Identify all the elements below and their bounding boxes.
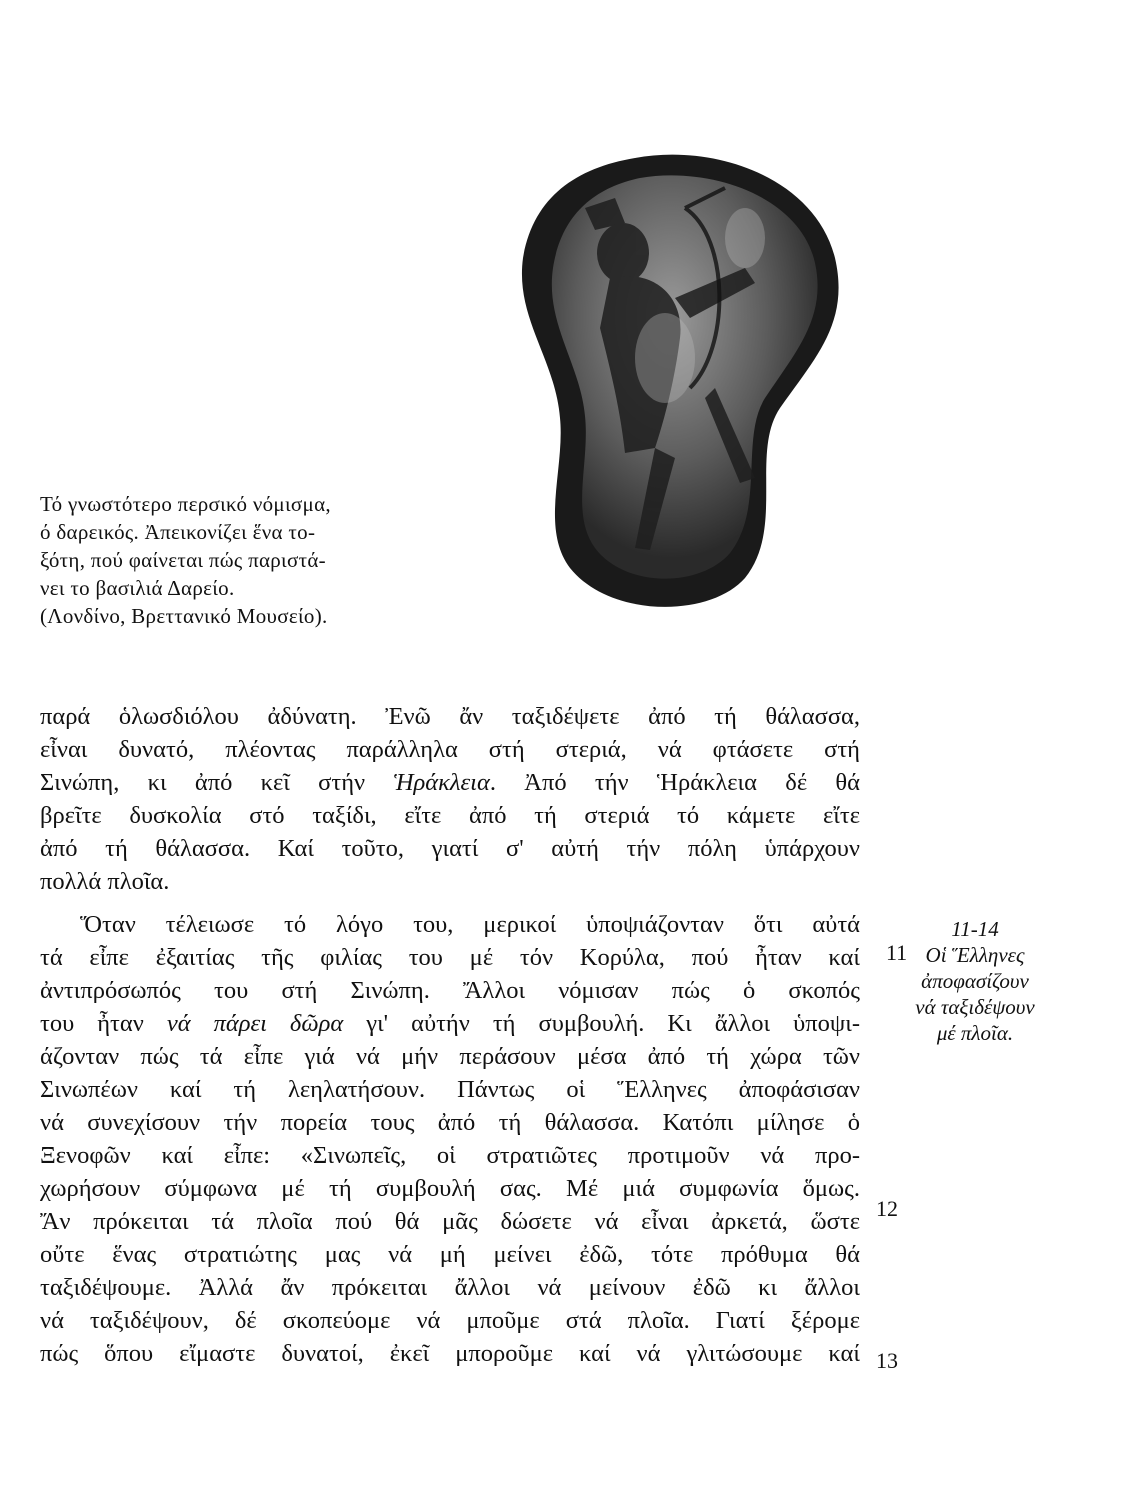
caption-line: ξότη, πού φαίνεται πώς παριστά- — [40, 548, 326, 572]
text-line: βρεῖτε δυσκολία στό ταξίδι, εἴτε ἀπό τή στεριά τό κάμετε εἴτε — [40, 802, 860, 829]
side-note-line: ἀποφασίζουν — [921, 969, 1029, 993]
text-line: ταξιδέψουμε. Ἀλλά ἄν πρόκειται ἄλλοι νά μείνουν ἐδῶ κι ἄλλοι — [40, 1274, 860, 1301]
text-line: Ἄν πρόκειται τά πλοῖα πού θά μᾶς δώσετε νά εἶναι ἀρκετά, ὥστε — [40, 1208, 860, 1235]
caption-line: (Λονδίνο, Βρεττανικό Μουσείο). — [40, 604, 328, 628]
text-line: νά ταξιδέψουν, δέ σκοπεύομε νά μποῦμε στά πλοῖα. Γιατί ξέρομε — [40, 1307, 860, 1334]
place-name-heraclea: Ἡράκλεια — [393, 769, 490, 796]
section-number-11: 11 — [886, 940, 908, 965]
text-line: άζονταν πώς τά εἶπε γιά νά μήν περάσουν μέσα ἀπό τή χώρα τῶν — [40, 1043, 860, 1070]
text-line: Ὅταν τέλειωσε τό λόγο του, μερικοί ὑποψιάζονταν ὅτι αὐτά — [80, 911, 860, 938]
image-caption — [40, 490, 460, 630]
section-number-13: 13 — [876, 1348, 898, 1373]
text-line: Ξενοφῶν καί εἶπε: «Σινωπεῖς, οἱ στρατιῶτες προτιμοῦν νά προ- — [40, 1142, 860, 1169]
paragraph-1 — [40, 700, 860, 898]
caption-line: Τό γνωστότερο περσικό νόμισμα, — [40, 492, 331, 516]
side-note-line: μέ πλοῖα. — [936, 1021, 1014, 1045]
section-number-12: 12 — [876, 1196, 898, 1221]
side-note — [900, 916, 1050, 1046]
text-line — [40, 1007, 860, 1040]
text-line: τά εἶπε ἐξαιτίας τῆς φιλίας του μέ τόν Κορύλα, πού ἦταν καί — [40, 944, 860, 971]
text-line: νά συνεχίσουν τήν πορεία τους ἀπό τή θάλασσα. Κατόπι μίλησε ὁ — [40, 1109, 860, 1136]
text-line — [40, 766, 860, 799]
italic-phrase: νά πάρει δῶρα — [166, 1010, 344, 1037]
text-line: οὔτε ἕνας στρατιώτης μας νά μή μείνει ἐδῶ, τότε πρόθυμα θά — [40, 1241, 860, 1268]
caption-line: ό δαρεικός. Ἀπεικονίζει ἕνα το- — [40, 520, 316, 544]
paragraph-2 — [40, 908, 860, 1370]
side-note-line: Οἱ Ἕλληνες — [925, 943, 1025, 967]
daric-coin-image — [515, 148, 845, 610]
text-fragment: Σινώπη, κι ἀπό κεῖ στήν — [40, 769, 394, 796]
text-line: Σινωπέων καί τή λεηλατήσουν. Πάντως οἱ Ἕλληνες ἀποφάσισαν — [40, 1076, 860, 1103]
text-fragment: . Ἀπό τήν Ἡράκλεια δέ θά — [489, 769, 860, 796]
text-line: πώς ὅπου εἴμαστε δυνατοί, ἐκεῖ μποροῦμε καί νά γλιτώσουμε καί — [40, 1340, 860, 1367]
text-fragment: γι' αὐτήν τή συμβουλή. Κι ἄλλοι ὑποψι- — [343, 1010, 860, 1037]
body-text — [40, 700, 860, 1370]
text-line: χωρήσουν σύμφωνα μέ τή συμβουλή σας. Μέ μιά συμφωνία ὅμως. — [40, 1175, 860, 1202]
text-line: ἀντιπρόσωπός του στή Σινώπη. Ἄλλοι νόμισαν πώς ὁ σκοπός — [40, 977, 860, 1004]
text-line: εἶναι δυνατό, πλέοντας παράλληλα στή στεριά, νά φτάσετε στή — [40, 736, 860, 763]
text-line: ἀπό τή θάλασσα. Καί τοῦτο, γιατί σ' αὐτή τήν πόλη ὑπάρχουν — [40, 835, 860, 862]
side-note-line: νά ταξιδέψουν — [915, 995, 1035, 1019]
text-fragment: του ἦταν — [40, 1010, 167, 1037]
text-line: παρά ὁλωσδιόλου ἀδύνατη. Ἐνῶ ἄν ταξιδέψετε ἀπό τή θάλασσα, — [40, 703, 860, 730]
caption-line: νει το βασιλιά Δαρείο. — [40, 576, 235, 600]
text-line: πολλά πλοῖα. — [40, 868, 170, 895]
side-note-range: 11-14 — [951, 917, 999, 941]
